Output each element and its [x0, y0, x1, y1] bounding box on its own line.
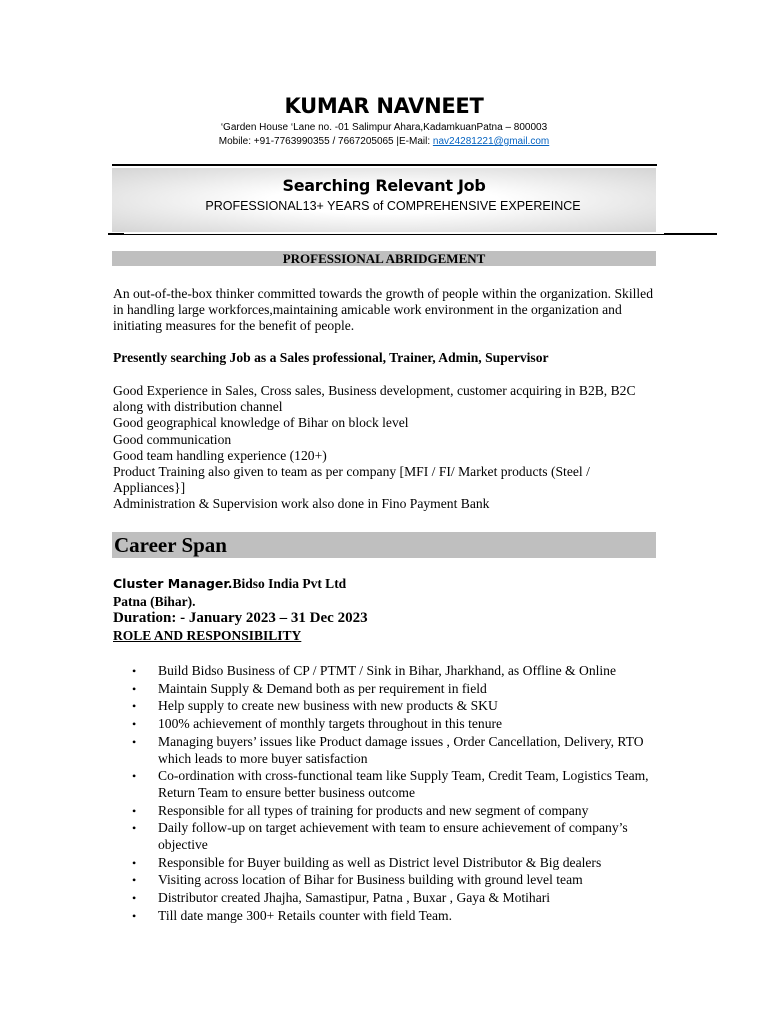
bullet-icon: • [132, 803, 137, 818]
list-item: • Responsible for all types of training for products and new segment of company [132, 802, 589, 818]
job-designation: Cluster Manager. [113, 576, 233, 591]
bullet-icon: • [132, 873, 137, 888]
banner-divider-right [664, 233, 717, 235]
bullet-icon: • [132, 855, 137, 870]
list-item: • Responsible for Buyer building as well as District level Distributor & Big dealers [132, 854, 602, 870]
skill-line: Product Training also given to team as per company [MFI / FI/ Market products (Steel / Appliances}] [113, 464, 590, 496]
list-item: • Co-ordination with cross-functional team like Supply Team, Credit Team, Logistics Team, Return Team to ensure better business outcome [132, 768, 649, 800]
bullet-icon: • [132, 908, 137, 923]
bullet-icon: • [132, 681, 137, 696]
contact-line [0, 136, 768, 147]
skill-line: Good team handling experience (120+) [113, 447, 327, 463]
bullet-icon: • [132, 664, 137, 678]
list-item: • Managing buyers’ issues like Product damage issues , Order Cancellation, Delivery, RTO which leads to more buyer satisfaction [132, 733, 644, 766]
job-search-statement: Presently searching Job as a Sales professional, Trainer, Admin, Supervisor [113, 350, 549, 365]
job-location: Patna (Bihar). [113, 594, 196, 609]
skills-list [113, 383, 658, 513]
bullet-icon: • [132, 734, 137, 749]
bullet-icon: • [132, 717, 137, 732]
skill-line: Good communication [113, 431, 232, 447]
list-item: • Help supply to create new business with new products & SKU [132, 698, 498, 714]
section-heading-career: Career Span [112, 532, 656, 558]
banner-divider-center [124, 234, 664, 235]
phone-numbers: Mobile: +91-7763990355 / 7667205065 |E-Mail: [218, 136, 433, 147]
candidate-name: KUMAR NAVNEET [284, 94, 484, 118]
company-name: Bidso India Pvt Ltd [232, 576, 347, 591]
bullet-icon: • [132, 699, 137, 714]
skill-line: Good geographical knowledge of Bihar on block level [113, 415, 409, 431]
list-item: • Till date mange 300+ Retails counter with field Team. [132, 907, 453, 923]
list-item: • Visiting across location of Bihar for Business building with ground level team [132, 872, 583, 888]
headline-subtitle: PROFESSIONAL13+ YEARS of COMPREHENSIVE EXPEREINCE [205, 199, 581, 213]
role-heading: ROLE AND RESPONSIBILITY [113, 628, 302, 643]
skill-line: Good Experience in Sales, Cross sales, Business development, customer acquiring in B2B, B2C along with distribution channel [113, 383, 636, 415]
list-item: • 100% achievement of monthly targets throughout in this tenure [132, 716, 503, 732]
section-heading-abridgement: PROFESSIONAL ABRIDGEMENT [112, 251, 656, 266]
job-duration: Duration: - January 2023 – 31 Dec 2023 [113, 610, 368, 626]
list-item: • Build Bidso Business of CP / PTMT / Sink in Bihar, Jharkhand, as Offline & Online [132, 663, 616, 678]
job-title-line [113, 576, 673, 592]
list-item: • Distributor created Jhajha, Samastipur, Patna , Buxar , Gaya & Motihari [132, 890, 551, 906]
list-item: • Daily follow-up on target achievement with team to ensure achievement of company’s objective [132, 820, 628, 853]
address-line: ‘Garden House ‘Lane no. -01 Salimpur Ahara,KadamkuanPatna – 800003 [220, 122, 548, 133]
skill-line: Administration & Supervision work also done in Fino Payment Bank [113, 496, 490, 512]
email-link[interactable]: nav24281221@gmail.com [432, 136, 550, 147]
banner-divider-left [108, 233, 124, 235]
bullet-icon: • [132, 891, 137, 906]
bullet-icon: • [132, 769, 137, 784]
responsibility-list [132, 663, 662, 926]
header-divider [112, 164, 657, 166]
headline-title: Searching Relevant Job [282, 176, 486, 195]
list-item: • Maintain Supply & Demand both as per requirement in field [132, 680, 487, 696]
summary-paragraph: An out-of-the-box thinker committed towards the growth of people within the organization. Skilled in handling large workforces,maintaining amicable work environment in the organization and initiating measures for the benefit of people. [113, 286, 653, 334]
bullet-icon: • [132, 821, 137, 836]
